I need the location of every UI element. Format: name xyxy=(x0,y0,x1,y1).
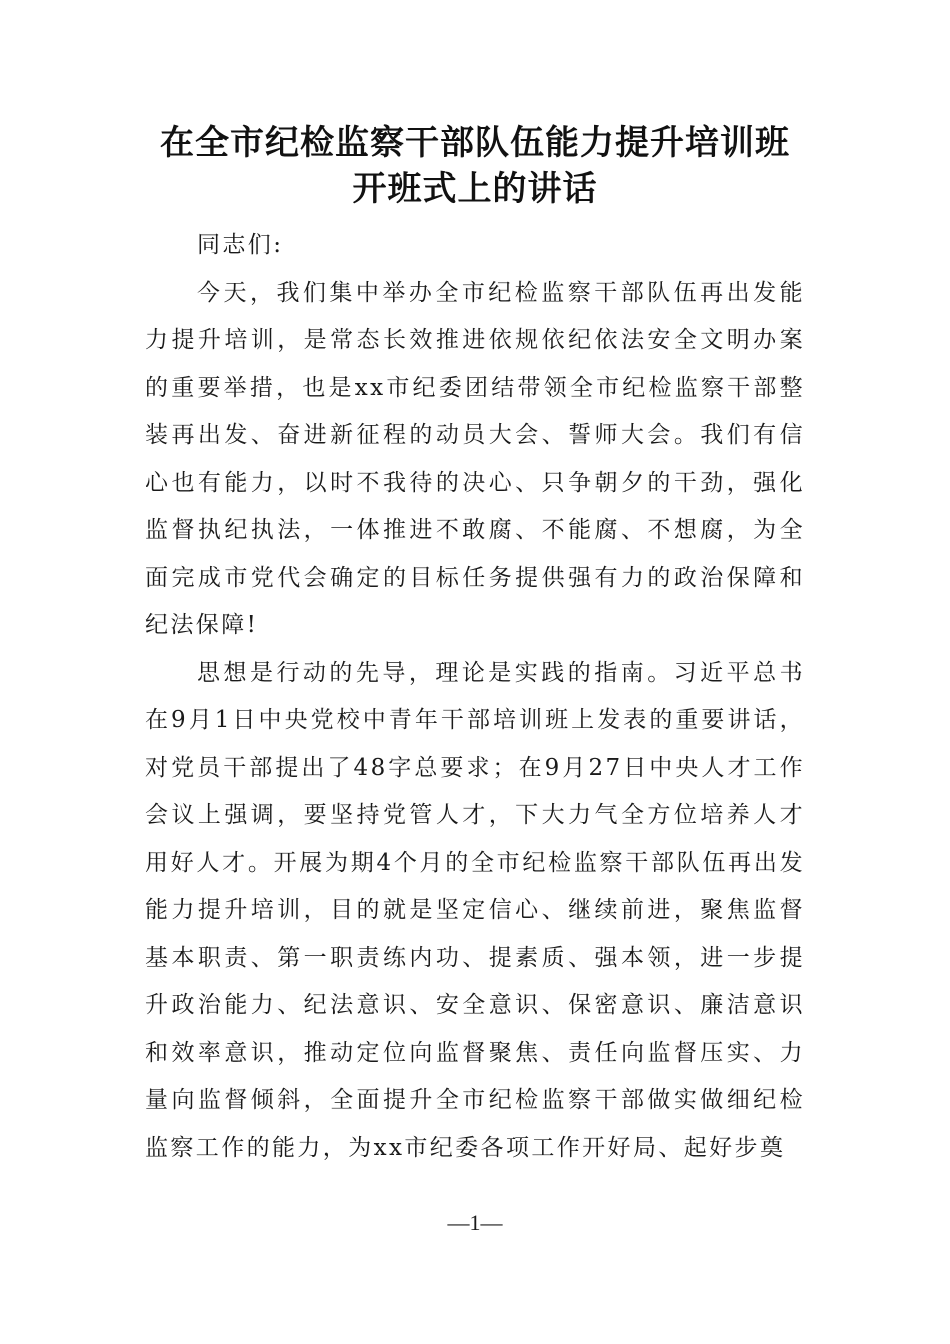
document-title-line-1: 在全市纪检监察干部队伍能力提升培训班 xyxy=(160,123,790,163)
paragraph-1: 今天，我们集中举办全市纪检监察干部队伍再出发能力提升培训，是常态长效推进依规依纪依法安全文明办案的重要举措，也是xx市纪委团结带领全市纪检监察干部整装再出发、奋进新征程的动员大会、誓师大会。我们有信心也有能力，以时不我待的决心、只争朝夕的干劲，强化监督执纪执法，一体推进不敢腐、不能腐、不想腐，为全面完成市党代会确定的目标任务提供强有力的政治保障和纪法保障! xyxy=(145,279,805,638)
document-title-line-2: 开班式上的讲话 xyxy=(352,169,598,209)
document-body xyxy=(145,222,805,1172)
salutation: 同志们: xyxy=(197,232,284,258)
page-number: —1— xyxy=(447,1210,503,1235)
paragraph-2: 思想是行动的先导，理论是实践的指南。习近平总书在9月1日中央党校中青年干部培训班上发表的重要讲话，对党员干部提出了48字总要求；在9月27日中央人才工作会议上强调，要坚持党管人才，下大力气全方位培养人才用好人才。开展为期4个月的全市纪检监察干部队伍再出发能力提升培训，目的就是坚定信心、继续前进，聚焦监督基本职责、第一职责练内功、提素质、强本领，进一步提升政治能力、纪法意识、安全意识、保密意识、廉洁意识和效率意识，推动定位向监督聚焦、责任向监督压实、力量向监督倾斜，全面提升全市纪检监察干部做实做细纪检监察工作的能力，为xx市纪委各项工作开好局、起好步奠 xyxy=(145,659,805,1161)
